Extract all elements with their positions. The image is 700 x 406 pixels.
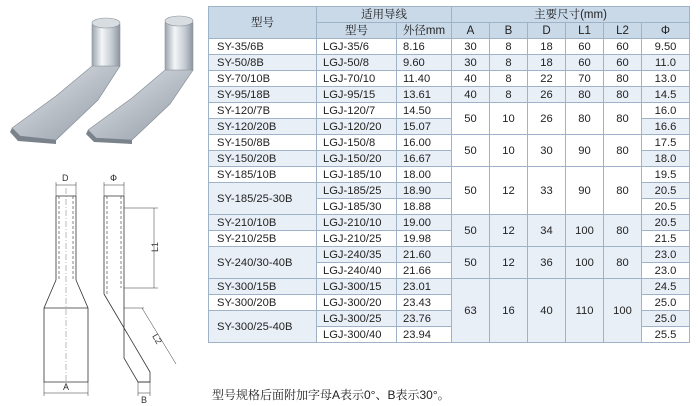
cell-d: 26	[528, 87, 566, 103]
cell-phi: 25.5	[642, 327, 690, 343]
header-dims: 主要尺寸(mm)	[452, 7, 690, 23]
cell-od: 14.50	[397, 103, 452, 119]
cell-b: 16	[490, 279, 528, 343]
cell-b: 10	[490, 103, 528, 135]
cell-od: 19.00	[397, 215, 452, 231]
cell-od: 13.61	[397, 87, 452, 103]
table-row	[209, 71, 690, 87]
table-row	[209, 135, 690, 151]
cell-b: 8	[490, 55, 528, 71]
cell-l2: 60	[604, 39, 642, 55]
cell-a: 30	[452, 55, 490, 71]
cell-model: SY-185/10B	[209, 167, 317, 183]
cell-conductor: LGJ-185/25	[317, 183, 397, 199]
cell-conductor: LGJ-185/10	[317, 167, 397, 183]
cell-od: 23.43	[397, 295, 452, 311]
cell-phi: 25.0	[642, 311, 690, 327]
cell-a: 50	[452, 103, 490, 135]
cell-l2: 80	[604, 247, 642, 279]
cell-b: 8	[490, 71, 528, 87]
cell-b: 12	[490, 215, 528, 247]
cell-od: 18.88	[397, 199, 452, 215]
cell-phi: 21.5	[642, 231, 690, 247]
cell-phi: 14.5	[642, 87, 690, 103]
cell-l1: 100	[566, 215, 604, 247]
cell-model: SY-70/10B	[209, 71, 317, 87]
header-l1: L1	[566, 23, 604, 39]
cell-b: 8	[490, 39, 528, 55]
cell-conductor: LGJ-50/8	[317, 55, 397, 71]
cell-a: 40	[452, 71, 490, 87]
table-row	[209, 247, 690, 263]
table-row	[209, 55, 690, 71]
cell-phi: 24.5	[642, 279, 690, 295]
cell-conductor: LGJ-300/20	[317, 295, 397, 311]
cell-od: 23.94	[397, 327, 452, 343]
cell-model: SY-185/25-30B	[209, 183, 317, 215]
cell-od: 11.40	[397, 71, 452, 87]
cell-d: 30	[528, 135, 566, 167]
footnote: 型号规格后面附加字母A表示0°、B表示30°。	[212, 388, 450, 402]
cell-phi: 17.5	[642, 135, 690, 151]
cell-l2: 80	[604, 135, 642, 167]
cell-a: 50	[452, 215, 490, 247]
cell-phi: 23.0	[642, 247, 690, 263]
cell-phi: 9.50	[642, 39, 690, 55]
cell-conductor: LGJ-185/30	[317, 199, 397, 215]
dim-label-b: B	[141, 395, 148, 405]
cell-model: SY-240/30-40B	[209, 247, 317, 279]
cell-od: 8.16	[397, 39, 452, 55]
cell-l2: 80	[604, 215, 642, 247]
header-wire: 适用导线	[317, 7, 452, 23]
cell-a: 50	[452, 135, 490, 167]
cell-conductor: LGJ-120/20	[317, 119, 397, 135]
cell-d: 34	[528, 215, 566, 247]
cell-l2: 80	[604, 87, 642, 103]
cell-l1: 100	[566, 247, 604, 279]
cell-phi: 13.0	[642, 71, 690, 87]
cell-model: SY-300/20B	[209, 295, 317, 311]
cell-b: 8	[490, 87, 528, 103]
cell-d: 18	[528, 55, 566, 71]
cell-phi: 25.0	[642, 295, 690, 311]
cell-l2: 80	[604, 103, 642, 135]
table-row	[209, 103, 690, 119]
cell-conductor: LGJ-150/8	[317, 135, 397, 151]
cell-d: 40	[528, 279, 566, 343]
cell-l2: 100	[604, 279, 642, 343]
dim-label-l2: L2	[150, 332, 164, 346]
cell-a: 30	[452, 39, 490, 55]
cell-od: 9.60	[397, 55, 452, 71]
cell-model: SY-300/15B	[209, 279, 317, 295]
cell-conductor: LGJ-300/15	[317, 279, 397, 295]
table-row	[209, 167, 690, 183]
technical-drawing	[0, 168, 205, 406]
table-row	[209, 215, 690, 231]
dim-label-a: A	[63, 382, 70, 392]
cell-l1: 60	[566, 55, 604, 71]
cell-od: 18.90	[397, 183, 452, 199]
cell-model: SY-150/20B	[209, 151, 317, 167]
cell-l1: 80	[566, 103, 604, 135]
cell-od: 23.76	[397, 311, 452, 327]
cell-conductor: LGJ-70/10	[317, 71, 397, 87]
cell-l1: 70	[566, 71, 604, 87]
cell-conductor: LGJ-95/15	[317, 87, 397, 103]
cell-phi: 20.5	[642, 183, 690, 199]
header-b: B	[490, 23, 528, 39]
cell-od: 21.60	[397, 247, 452, 263]
cell-l1: 90	[566, 167, 604, 215]
cell-a: 50	[452, 167, 490, 215]
cell-a: 63	[452, 279, 490, 343]
cell-model: SY-300/25-40B	[209, 311, 317, 343]
cell-model: SY-210/10B	[209, 215, 317, 231]
cell-model: SY-95/18B	[209, 87, 317, 103]
cell-d: 18	[528, 39, 566, 55]
cell-phi: 18.0	[642, 151, 690, 167]
cell-model: SY-120/20B	[209, 119, 317, 135]
cell-l1: 110	[566, 279, 604, 343]
cell-l1: 80	[566, 87, 604, 103]
cell-conductor: LGJ-300/40	[317, 327, 397, 343]
table-row	[209, 39, 690, 55]
cell-d: 33	[528, 167, 566, 215]
cell-phi: 16.0	[642, 103, 690, 119]
cell-conductor: LGJ-210/10	[317, 215, 397, 231]
cell-model: SY-120/7B	[209, 103, 317, 119]
cell-phi: 20.5	[642, 199, 690, 215]
cell-od: 15.07	[397, 119, 452, 135]
header-od: 外径mm	[397, 23, 452, 39]
cell-b: 12	[490, 167, 528, 215]
cell-conductor: LGJ-210/25	[317, 231, 397, 247]
cell-l1: 60	[566, 39, 604, 55]
header-model: 型号	[209, 7, 317, 39]
dim-label-l1: L1	[150, 241, 160, 252]
cell-conductor: LGJ-150/20	[317, 151, 397, 167]
cell-conductor: LGJ-240/35	[317, 247, 397, 263]
dim-label-phi: Φ	[110, 174, 118, 184]
cell-d: 22	[528, 71, 566, 87]
header-l2: L2	[604, 23, 642, 39]
spec-table	[208, 6, 690, 343]
dim-label-d: D	[62, 173, 69, 183]
cell-l2: 60	[604, 55, 642, 71]
cell-phi: 19.5	[642, 167, 690, 183]
cell-conductor: LGJ-35/6	[317, 39, 397, 55]
cell-b: 10	[490, 135, 528, 167]
cell-od: 16.67	[397, 151, 452, 167]
cell-phi: 16.6	[642, 119, 690, 135]
cell-phi: 11.0	[642, 55, 690, 71]
cell-model: SY-35/6B	[209, 39, 317, 55]
cell-conductor: LGJ-120/7	[317, 103, 397, 119]
cell-model: SY-150/8B	[209, 135, 317, 151]
cell-phi: 23.0	[642, 263, 690, 279]
header-phi: Φ	[642, 23, 690, 39]
cell-a: 40	[452, 87, 490, 103]
cell-l2: 80	[604, 71, 642, 87]
cell-od: 18.00	[397, 167, 452, 183]
cell-conductor: LGJ-240/40	[317, 263, 397, 279]
header-a: A	[452, 23, 490, 39]
cell-model: SY-210/25B	[209, 231, 317, 247]
cell-a: 50	[452, 247, 490, 279]
cell-od: 23.01	[397, 279, 452, 295]
product-photo	[0, 0, 205, 165]
table-row	[209, 279, 690, 295]
header-d: D	[528, 23, 566, 39]
header-cond-model: 型号	[317, 23, 397, 39]
cell-b: 12	[490, 247, 528, 279]
table-row	[209, 87, 690, 103]
cell-d: 26	[528, 103, 566, 135]
cell-l2: 80	[604, 167, 642, 215]
cell-od: 21.66	[397, 263, 452, 279]
cell-conductor: LGJ-300/25	[317, 311, 397, 327]
cell-model: SY-50/8B	[209, 55, 317, 71]
cell-od: 19.98	[397, 231, 452, 247]
cell-od: 16.00	[397, 135, 452, 151]
cell-l1: 90	[566, 135, 604, 167]
cell-d: 36	[528, 247, 566, 279]
cell-phi: 20.5	[642, 215, 690, 231]
